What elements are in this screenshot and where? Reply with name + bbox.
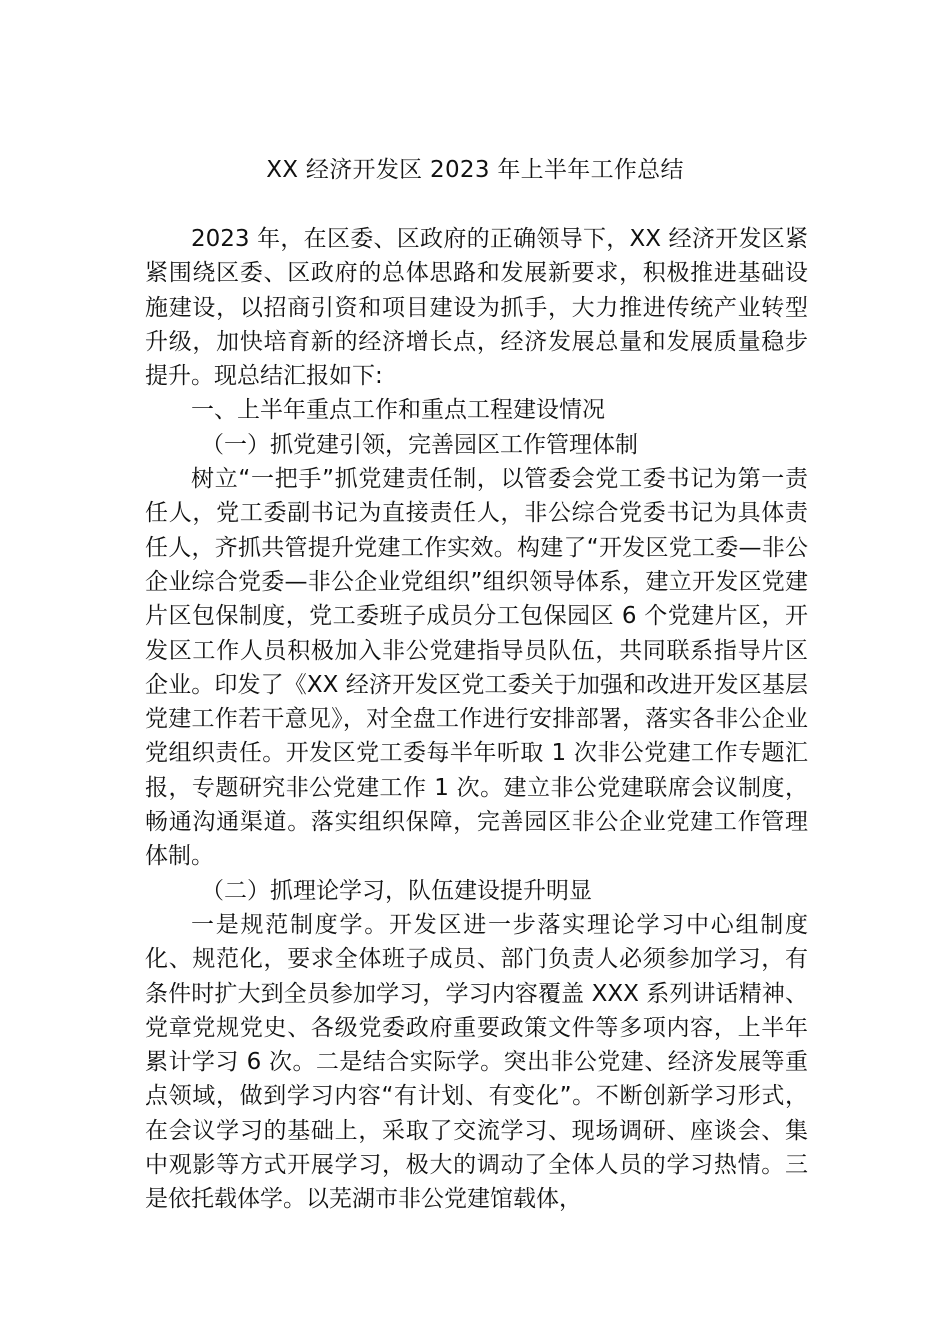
body-paragraph-party-building: 树立“一把手”抓党建责任制，以管委会党工委书记为第一责任人，党工委副书记为直接责任人，非公综合党委书记为具体责任人，齐抓共管提升党建工作实效。构建了“开发区党工委—非公企业综合党委—非公企业党组织”组织领导体系，建立开发区党建片区包保制度，党工委班子成员分工包保园区 6 个党建片区，开发区工作人员积极加入非公党建指导员队伍，共同联系指导片区企业。印发了《XX 经济开发区党工委关于加强和改进开发区基层党建工作若干意见》，对全盘工作进行安排部署，落实各非公企业党组织责任。开发区党工委每半年听取 1 次非公党建工作专题汇报，专题研究非公党建工作 1 次。建立非公党建联席会议制度，畅通沟通渠道。落实组织保障，完善园区非公企业党建工作管理体制。 <box>145 466 808 870</box>
document-title: XX 经济开发区 2023 年上半年工作总结 <box>266 157 684 183</box>
subsection-heading-2: （二）抓理论学习，队伍建设提升明显 <box>201 877 592 904</box>
subsection-heading-1: （一）抓党建引领，完善园区工作管理体制 <box>201 431 638 458</box>
document-body <box>145 222 808 1217</box>
body-paragraph-theory-study: 一是规范制度学。开发区进一步落实理论学习中心组制度化、规范化，要求全体班子成员、部门负责人必须参加学习，有条件时扩大到全员参加学习，学习内容覆盖 XXX 系列讲话精神、党章党规党史、各级党委政府重要政策文件等多项内容，上半年累计学习 6 次。二是结合实际学。突出非公党建、经济发展等重点领域，做到学习内容“有计划、有变化”。不断创新学习形式，在会议学习的基础上，采取了交流学习、现场调研、座谈会、集中观影等方式开展学习，极大的调动了全体人员的学习热情。三是依托载体学。以芜湖市非公党建馆载体， <box>145 911 808 1213</box>
section-heading-1: 一、上半年重点工作和重点工程建设情况 <box>191 397 605 424</box>
intro-paragraph: 2023 年，在区委、区政府的正确领导下，XX 经济开发区紧紧围绕区委、区政府的总体思路和发展新要求，积极推进基础设施建设，以招商引资和项目建设为抓手，大力推进传统产业转型升级，加快培育新的经济增长点，经济发展总量和发展质量稳步提升。现总结汇报如下: <box>145 226 808 390</box>
